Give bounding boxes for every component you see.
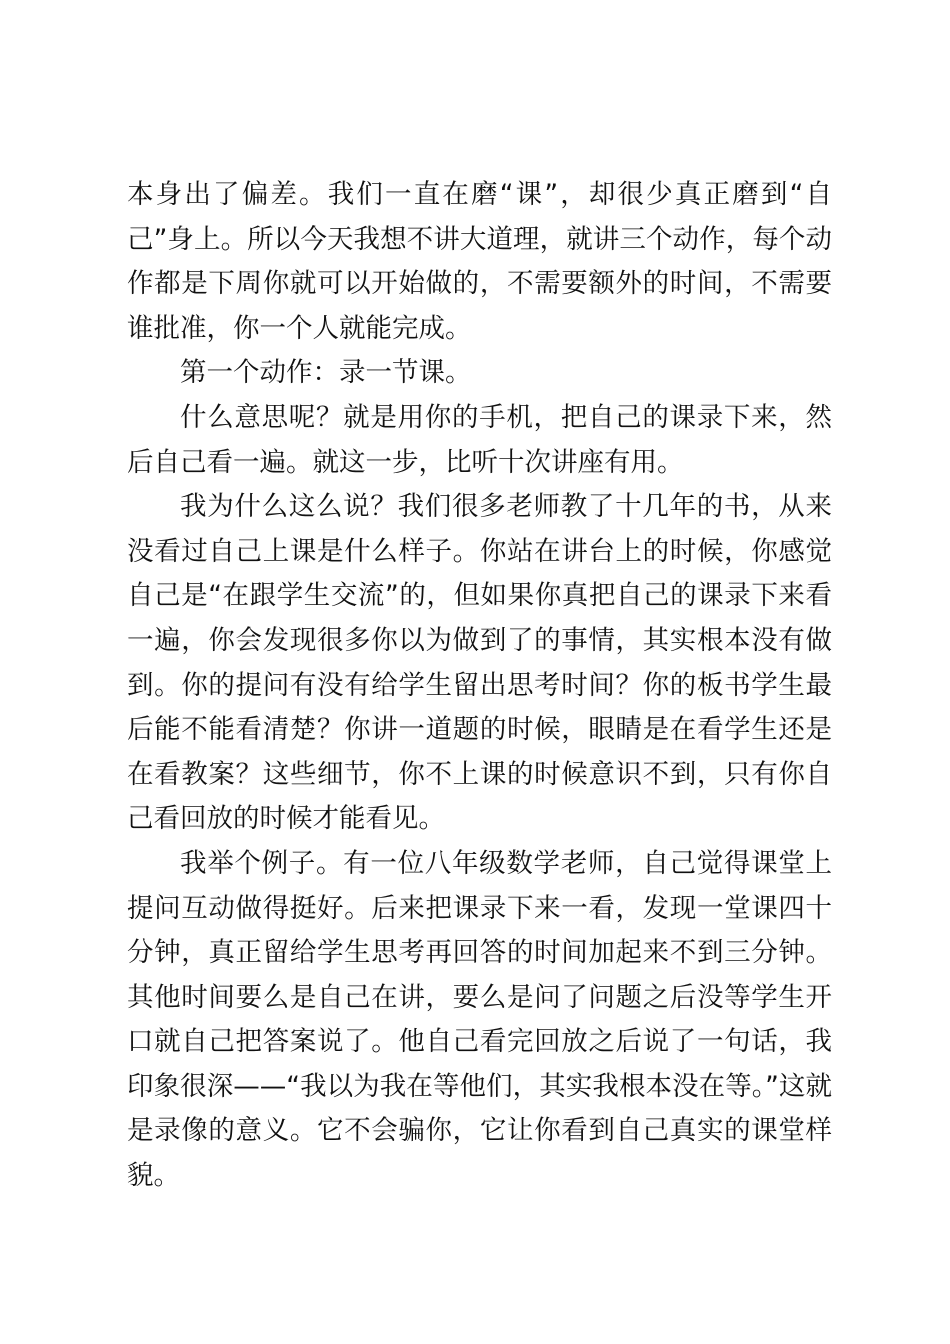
paragraph-continuation: 本身出了偏差。我们一直在磨“课”，却很少真正磨到“自己”身上。所以今天我想不讲大道理，就讲三个动作，每个动作都是下周你就可以开始做的，不需要额外的时间，不需要谁批准，你一个人就能完成。 [127,179,832,344]
document-page [127,173,832,1199]
paragraph-example: 我举个例子。有一位八年级数学老师，自己觉得课堂上提问互动做得挺好。后来把课录下来一看，发现一堂课四十分钟，真正留给学生思考再回答的时间加起来不到三分钟。其他时间要么是自己在讲，要么是问了问题之后没等学生开口就自己把答案说了。他自己看完回放之后说了一句话，我印象很深——“我以为我在等他们，其实我根本没在等。”这就是录像的意义。它不会骗你，它让你看到自己真实的课堂样貌。 [127,847,832,1192]
paragraph-meaning: 什么意思呢？就是用你的手机，把自己的课录下来，然后自己看一遍。就这一步，比听十次讲座有用。 [127,401,832,478]
paragraph-why: 我为什么这么说？我们很多老师教了十几年的书，从来没看过自己上课是什么样子。你站在讲台上的时候，你感觉自己是“在跟学生交流”的，但如果你真把自己的课录下来看一遍，你会发现很多你以为做到了的事情，其实根本没有做到。你的提问有没有给学生留出思考时间？你的板书学生最后能不能看清楚？你讲一道题的时候，眼睛是在看学生还是在看教案？这些细节，你不上课的时候意识不到，只有你自己看回放的时候才能看见。 [127,491,832,835]
paragraph-first-action-heading: 第一个动作：录一节课。 [180,357,472,389]
